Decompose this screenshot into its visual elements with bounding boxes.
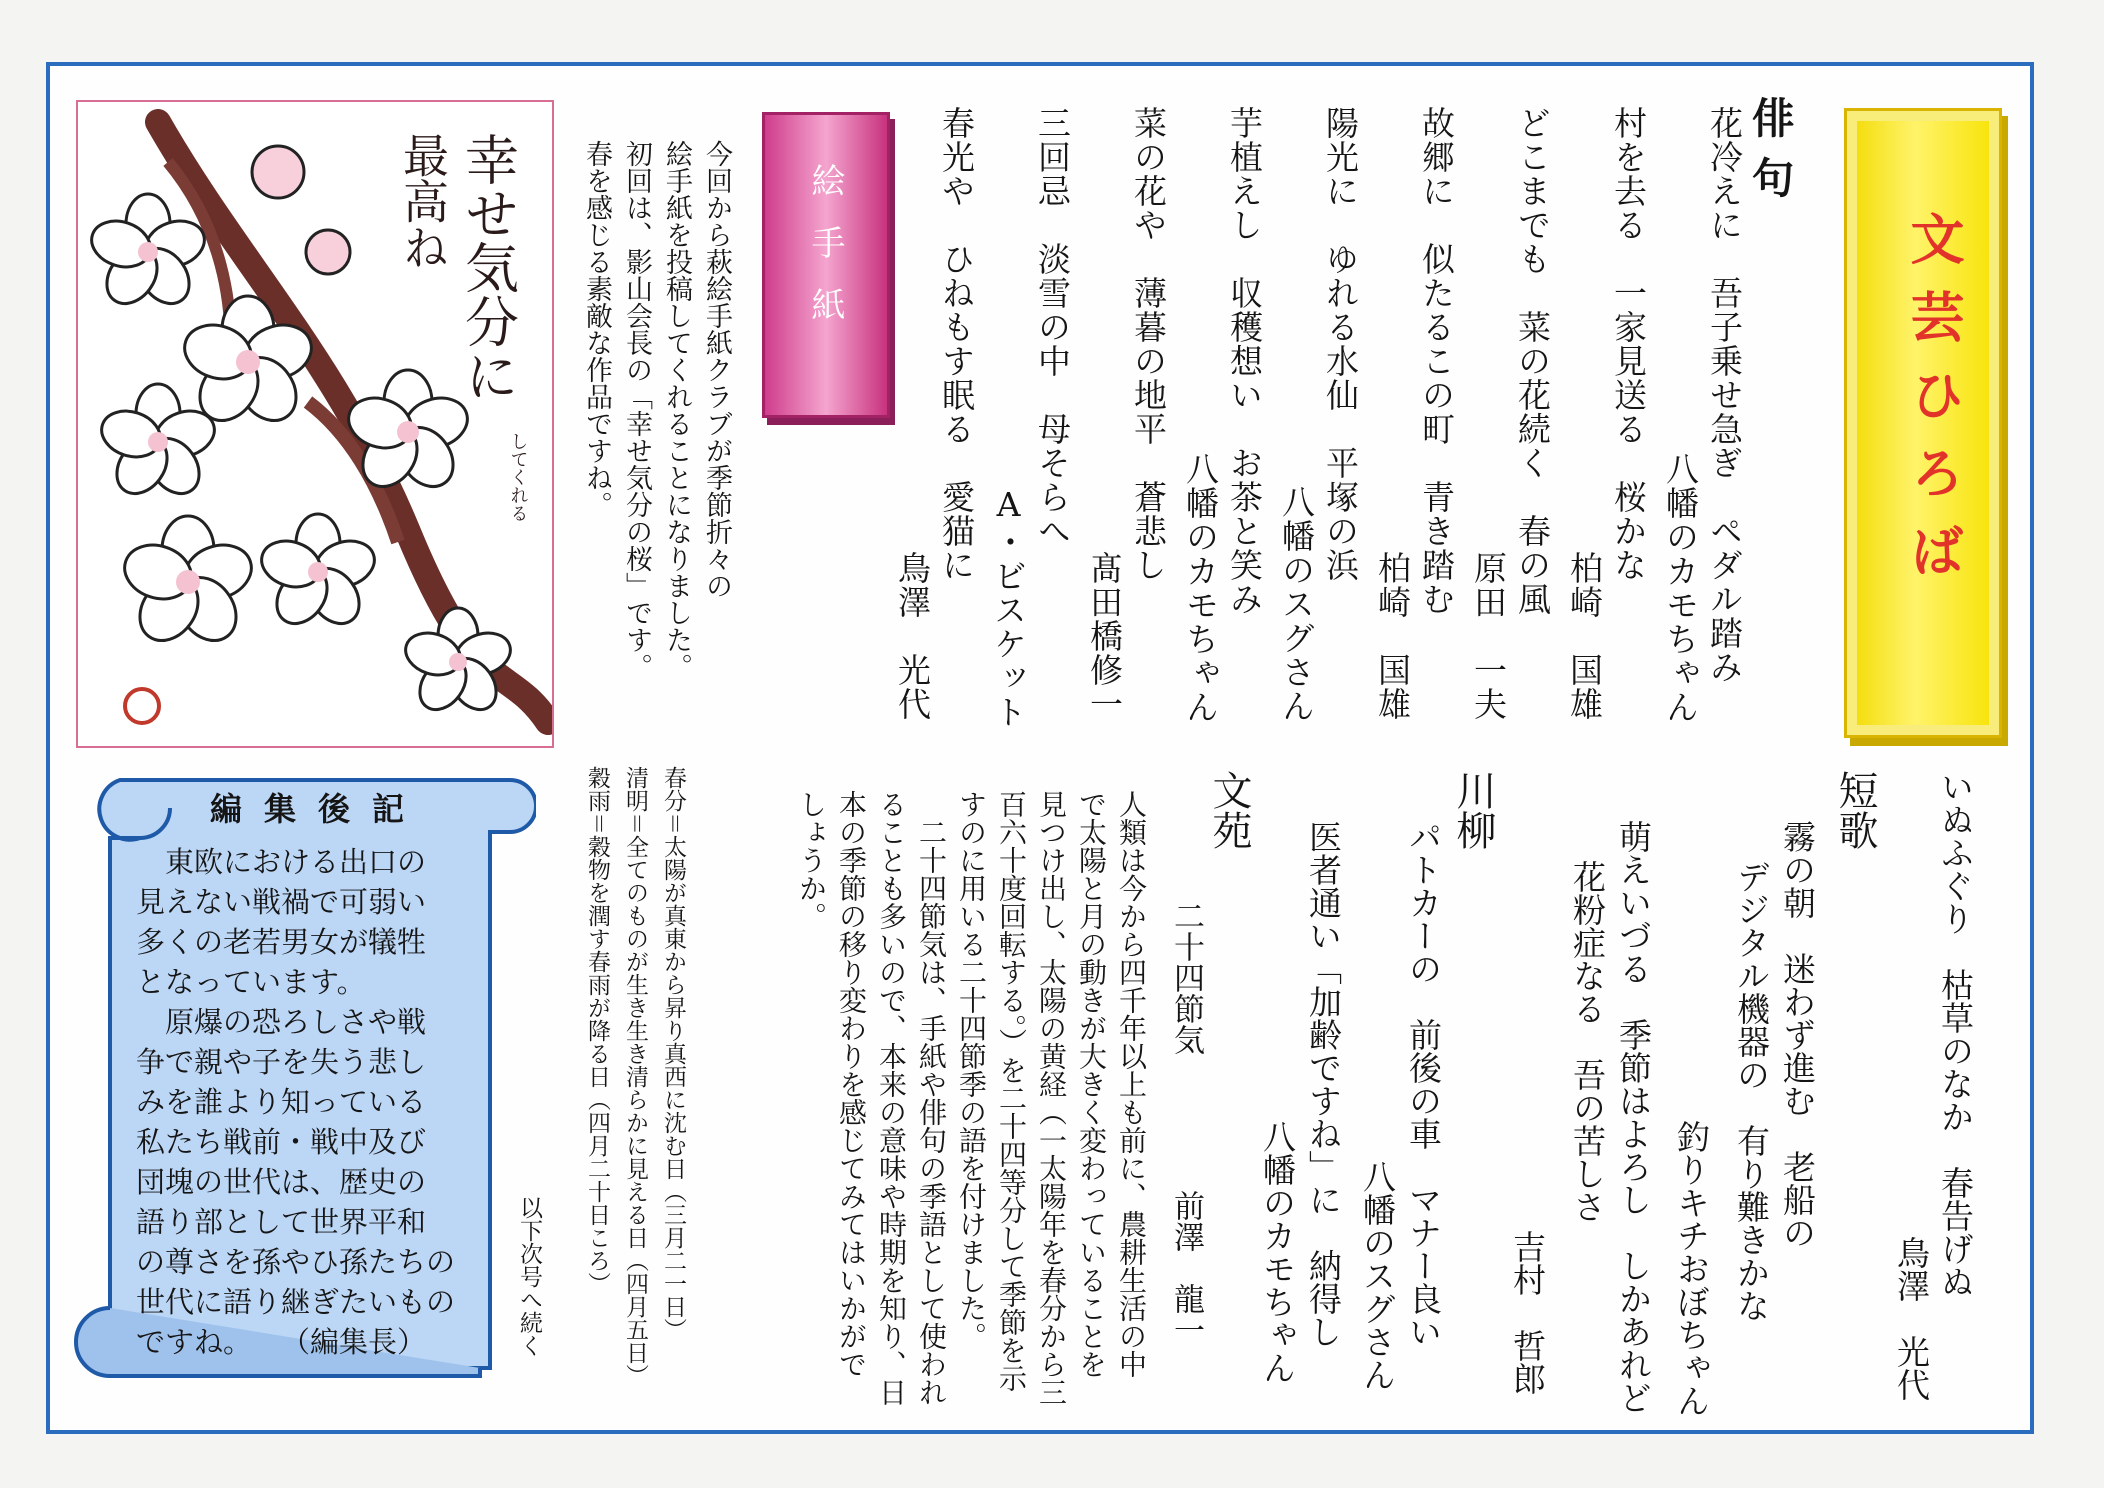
- tanka-author: 釣りキチおぼちゃん: [1672, 1120, 1711, 1417]
- senryu-verse: 医者通い「加齢ですね」に 納得し: [1304, 820, 1343, 1348]
- haiku-verse: 陽光に ゆれる水仙 平塚の浜: [1321, 106, 1360, 582]
- editor-line: 団塊の世代は、歴史の: [136, 1165, 427, 1199]
- haiku-verse: 村を去る 一家見送る 桜かな: [1609, 106, 1648, 582]
- tanka-author: 吉村 哲郎: [1508, 1230, 1547, 1395]
- bunen-paragraph-line: 百六十度回転する。）を二十四等分して季節を示: [995, 790, 1028, 1392]
- etegami-heading: 絵手紙: [805, 163, 845, 349]
- etegami-line-4: 春を感じる素敵な作品ですね。: [581, 140, 612, 518]
- bunen-note: 清明＝全てのものが生き生き清らかに見える日（四月五日）: [622, 766, 648, 1387]
- editor-line: 原爆の恐ろしさや戦: [136, 1005, 427, 1039]
- painting-text-2: 最高ね: [396, 132, 450, 270]
- bunen-paragraph-line: 見つけ出し、太陽の黄経（一太陽年を春分から三: [1035, 790, 1068, 1406]
- etegami-text: [576, 140, 736, 730]
- bunen-subtitle: 二十四節気: [1168, 900, 1204, 1055]
- editor-line: 争で親や子を失う悲し: [136, 1045, 427, 1079]
- cherry-blossom-illustration: [78, 102, 552, 746]
- cherry-blossom-painting: [76, 100, 554, 748]
- haiku-verse: 三回忌 淡雪の中 母そらへ: [1033, 106, 1072, 548]
- tanka-verse: 霧の朝 迷わず進む 老船の: [1778, 820, 1817, 1249]
- editor-line: 語り部として世界平和: [136, 1205, 427, 1239]
- haiku-author: 八幡のスグさん: [1277, 485, 1316, 723]
- haiku-section: [893, 96, 1800, 736]
- bunen-paragraph-line: 二十四節気は、手紙や俳句の季語として使われ: [915, 790, 948, 1406]
- continued-note: 以下次号へ続く: [516, 1196, 542, 1357]
- bunen-paragraph-line: 本の季節の移り変わりを感じてみてはいかがで: [835, 790, 868, 1378]
- editor-line: 東欧における出口の: [136, 845, 427, 879]
- haiku-verse: 故郷に 似たるこの町 青き踏む: [1417, 106, 1456, 616]
- haiku-author: 原田 一夫: [1469, 551, 1508, 721]
- etegami-line-3: 初回は、影山会長の「幸せ気分の桜」です。: [621, 140, 652, 680]
- bunen-paragraph-line: ることも多いので、本来の意味や時期を知り、日: [875, 790, 908, 1406]
- editor-line: の尊さを孫やひ孫たちの: [136, 1245, 456, 1279]
- haiku-author: 髙田橋修一: [1085, 551, 1124, 721]
- editor-note: [50, 768, 536, 1410]
- editor-line: 世代に語り継ぎたいもの: [136, 1285, 456, 1319]
- haiku-verse: 春光や ひねもす眠る 愛猫に: [937, 106, 976, 582]
- haiku-author: 柏崎 国雄: [1373, 551, 1412, 721]
- haiku-author: 鳥澤 光代: [893, 551, 932, 721]
- bunen-note: 穀雨＝穀物を潤す春雨が降る日（四月二十日ころ）: [584, 766, 610, 1295]
- haiku-author: 八幡のカモちゃん: [1181, 452, 1220, 724]
- tanka-author: 鳥澤 光代: [1892, 1236, 1931, 1401]
- bunen-author: 前澤 龍一: [1168, 1190, 1204, 1345]
- tanka-verse: デジタル機器の 有り難きかな: [1732, 860, 1771, 1322]
- etegami-line-2: 絵手紙を投稿してくれることになりました。: [661, 140, 692, 680]
- senryu-author: 八幡のスグさん: [1358, 1160, 1397, 1391]
- tanka-heading: 短歌: [1832, 770, 1878, 850]
- bunen-paragraph-line: しょうか。: [795, 790, 828, 930]
- bunen-paragraph-line: すのに用いる二十四節季の語を付けました。: [955, 790, 988, 1350]
- bunen-paragraph-line: 人類は今から四千年以上も前に、農耕生活の中: [1115, 790, 1148, 1378]
- haiku-author: A・ビスケット: [989, 485, 1028, 729]
- haiku-verse: どこまでも 菜の花続く 春の風: [1513, 106, 1552, 616]
- bunen-heading: 文苑: [1206, 770, 1252, 850]
- senryu-heading: 川柳: [1450, 770, 1496, 850]
- page-title: 文芸ひろば: [1902, 211, 1965, 601]
- editor-line: みを誰より知っている: [136, 1085, 427, 1119]
- etegami-banner: [762, 112, 890, 418]
- haiku-author: 柏崎 国雄: [1565, 551, 1604, 721]
- painting-text-1: 幸せ気分に: [456, 132, 520, 402]
- etegami-line-1: 今回から萩絵手紙クラブが季節折々の: [701, 140, 732, 599]
- haiku-verse: 菜の花や 薄暮の地平 蒼悲し: [1129, 106, 1168, 582]
- bunen-paragraph-line: で太陽と月の動きが大きく変わっていることを: [1075, 790, 1108, 1378]
- tanka-verse: 花粉症なる 吾の苦しさ: [1568, 860, 1607, 1223]
- haiku-heading: 俳句: [1746, 96, 1795, 216]
- tanka-verse: いぬふぐり 枯草のなか 春告げぬ: [1936, 770, 1975, 1298]
- painting-text-3: してくれる: [507, 432, 529, 522]
- tanka-verse: 萌えいづる 季節はよろし しかあれど: [1614, 820, 1653, 1414]
- haiku-author: 八幡のカモちゃん: [1661, 452, 1700, 724]
- title-banner: [1844, 108, 2002, 738]
- senryu-verse: パトカーの 前後の車 マナー良い: [1404, 820, 1443, 1348]
- editor-line: となっています。: [136, 965, 366, 999]
- haiku-verse: 芋植えし 収穫想い お茶と笑み: [1225, 106, 1264, 616]
- editor-line: 私たち戦前・戦中及び: [136, 1125, 427, 1159]
- bunen-note: 春分＝太陽が真東から昇り真西に沈む日（三月二一日）: [660, 766, 686, 1341]
- editor-line: 多くの老若男女が犠牲: [136, 925, 427, 959]
- senryu-author: 八幡のカモちゃん: [1258, 1120, 1297, 1384]
- editor-line: ですね。 （編集長）: [136, 1325, 427, 1359]
- editor-heading: 編集後記: [210, 790, 427, 828]
- haiku-verse: 花冷えに 吾子乗せ急ぎ ペダル踏み: [1705, 106, 1744, 684]
- editor-line: 見えない戦禍で可弱い: [136, 885, 427, 919]
